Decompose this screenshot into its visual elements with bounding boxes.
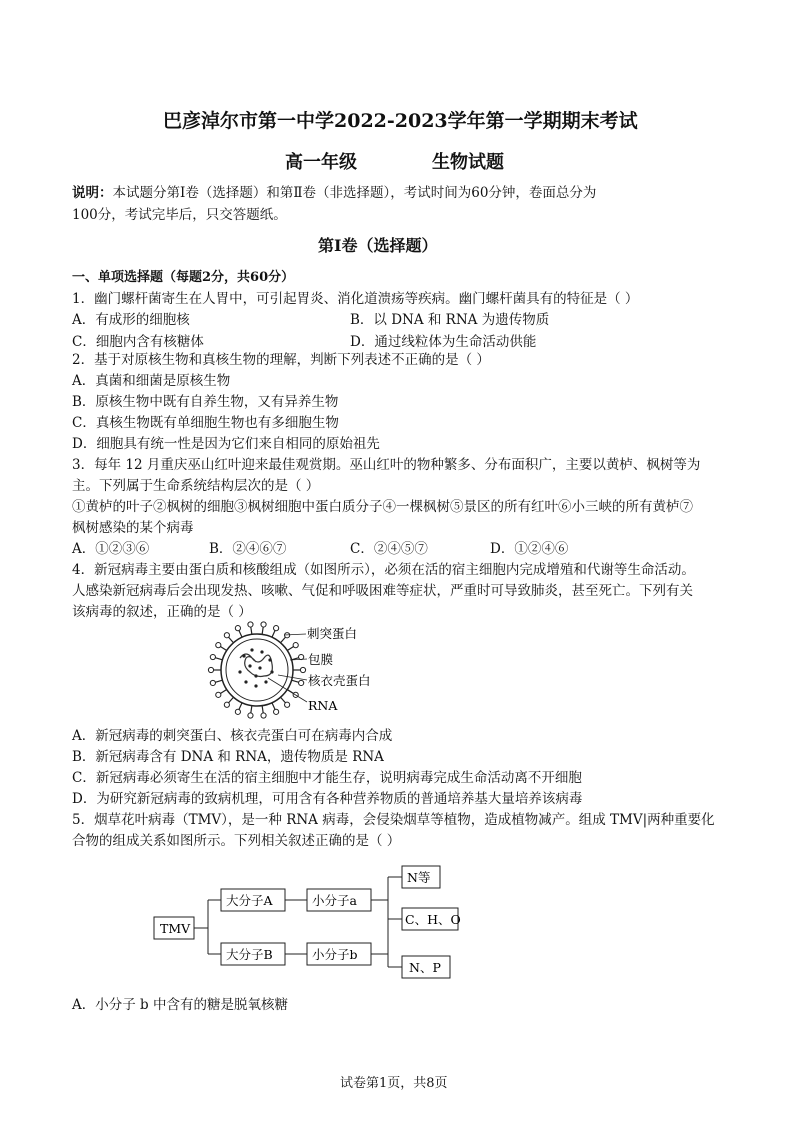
q4-option-c: C．新冠病毒必须寄生在活的宿主细胞中才能生存，说明病毒完成生命活动离不开细胞 <box>72 770 582 786</box>
instructions-text: 本试题分第Ⅰ卷（选择题）和第Ⅱ卷（非选择题），考试时间为60分钟，卷面总分为 <box>112 185 597 201</box>
capsid-dot <box>242 654 245 657</box>
label-rna: RNA <box>308 698 338 713</box>
spike-stalk <box>251 626 252 634</box>
q1-option-a: A．有成形的细胞核 <box>72 312 190 328</box>
spike-stalk <box>281 637 286 643</box>
capsid-dot <box>244 680 247 683</box>
spike-head <box>274 709 279 714</box>
capsid-dot <box>250 648 253 651</box>
spike-head <box>261 622 266 627</box>
q2-option-b: B．原核生物中既有自养生物，又有异养生物 <box>72 394 339 410</box>
spike-stalk <box>228 637 233 643</box>
spike-head <box>235 709 240 714</box>
spike-head <box>208 667 213 672</box>
spike-head <box>224 702 229 707</box>
part1-title: 第Ⅰ卷（选择题） <box>318 236 438 255</box>
spike-stalk <box>262 626 263 634</box>
spike-head <box>299 680 304 685</box>
instructions-label: 说明： <box>72 185 113 201</box>
spike-stalk <box>215 680 223 682</box>
subject-label: 生物试题 <box>432 152 504 173</box>
q4-stem-line1: 4．新冠病毒主要由蛋白质和核酸组成（如图所示），必须在活的宿主细胞内完成增殖和代谢等生命活动。 <box>72 562 695 578</box>
spike-head <box>300 667 305 672</box>
text-tmv: TMV <box>160 921 191 936</box>
spike-proteins <box>208 622 305 718</box>
text-small-b: 小分子b <box>312 947 358 962</box>
capsid-dot <box>264 680 267 683</box>
instructions-line2: 100分，考试完毕后，只交答题纸。 <box>72 207 287 223</box>
spike-head <box>235 626 240 631</box>
q1-option-c: C．细胞内含有核糖体 <box>72 334 204 350</box>
capsid-dot <box>258 666 261 669</box>
spike-stalk <box>239 703 242 710</box>
rna-strand <box>240 654 272 677</box>
section-heading: 一、单项选择题（每题2分，共60分） <box>72 270 295 285</box>
text-n: N等 <box>407 870 431 885</box>
spike-head <box>216 692 221 697</box>
spike-stalk <box>281 697 286 703</box>
text-small-a: 小分子a <box>312 893 357 908</box>
tmv-composition-diagram <box>150 860 470 985</box>
q4-stem-line2: 人感染新冠病毒后会出现发热、咳嗽、气促和呼吸困难等症状，严重时可导致肺炎，甚至死亡。下列有关 <box>72 583 693 599</box>
spike-stalk <box>228 697 233 703</box>
q4-option-a: A．新冠病毒的刺突蛋白、核衣壳蛋白可在病毒内合成 <box>72 728 393 744</box>
spike-head <box>210 680 215 685</box>
capsid-dot <box>254 674 257 677</box>
capsid-dot <box>268 658 271 661</box>
q5-option-a: A．小分子 b 中含有的糖是脱氧核糖 <box>72 997 288 1013</box>
grade-label: 高一年级 <box>285 152 357 173</box>
spike-stalk <box>251 706 252 714</box>
q3-stem-line2: 主。下列属于生命系统结构层次的是（ ） <box>72 478 320 494</box>
page-footer: 试卷第1页，共8页 <box>340 1076 448 1091</box>
instructions <box>72 181 596 201</box>
label-nucleocapsid: 核衣壳蛋白 <box>308 673 371 688</box>
text-macro-b: 大分子B <box>226 947 273 962</box>
spike-head <box>210 654 215 659</box>
q5-stem-line1: 5．烟草花叶病毒（TMV），是一种 RNA 病毒，会侵染烟草等植物，造成植物减产。组成 TMV|两种重要化 <box>72 812 715 828</box>
spike-stalk <box>287 646 294 650</box>
spike-stalk <box>272 630 275 637</box>
label-envelope: 包膜 <box>308 652 334 667</box>
q1-option-b: B．以 DNA 和 RNA 为遗传物质 <box>350 312 550 328</box>
envelope-inner <box>226 639 288 701</box>
capsid-dot <box>238 670 241 673</box>
spike-stalk <box>215 658 223 660</box>
spike-head <box>293 643 298 648</box>
exam-title: 巴彦淖尔市第一中学2022-2023学年第一学期期末考试 <box>163 110 638 132</box>
capsid-dot <box>254 684 257 687</box>
spike-head <box>285 702 290 707</box>
q1-stem: 1．幽门螺杆菌寄生在人胃中，可引起胃炎、消化道溃疡等疾病。幽门螺杆菌具有的特征是（ ） <box>72 291 639 307</box>
capsid-dot <box>270 670 273 673</box>
q3-option-b: B．②④⑥⑦ <box>209 541 287 557</box>
q3-stem-line1: 3．每年 12 月重庆巫山红叶迎来最佳观赏期。巫山红叶的物种繁多、分布面积广，主要以黄栌、枫树等为 <box>72 457 701 473</box>
q2-option-a: A．真菌和细菌是原核生物 <box>72 373 231 389</box>
label-spike-protein: 刺突蛋白 <box>307 626 358 641</box>
spike-stalk <box>239 630 242 637</box>
q3-option-a: A．①②③⑥ <box>72 541 150 557</box>
q3-option-d: D．①②④⑥ <box>490 541 569 557</box>
spike-head <box>261 713 266 718</box>
envelope-outer <box>221 634 293 706</box>
q2-stem: 2．基于对原核生物和真核生物的理解，判断下列表述不正确的是（ ） <box>72 352 490 368</box>
spike-stalk <box>272 703 275 710</box>
spike-stalk <box>220 646 227 650</box>
spike-head <box>224 633 229 638</box>
spike-head <box>274 626 279 631</box>
q3-option-c: C．②④⑤⑦ <box>350 541 428 557</box>
q1-option-d: D．通过线粒体为生命活动供能 <box>350 334 537 350</box>
capsid-dot <box>248 664 251 667</box>
capsid-dot <box>260 650 263 653</box>
q4-option-d: D．为研究新冠病毒的致病机理，可用含有各种营养物质的普通培养基大量培养该病毒 <box>72 791 583 807</box>
q2-option-d: D．细胞具有统一性是因为它们来自相同的原始祖先 <box>72 436 380 452</box>
q5-stem-line2: 合物的组成关系如图所示。下列相关叙述正确的是（ ） <box>72 833 401 849</box>
q2-option-c: C．真核生物既有单细胞生物也有多细胞生物 <box>72 415 339 431</box>
text-macro-a: 大分子A <box>226 893 273 908</box>
virus-diagram <box>200 620 390 720</box>
q3-items-line1: ①黄栌的叶子②枫树的细胞③枫树细胞中蛋白质分子④一棵枫树⑤景区的所有红叶⑥小三峡的所有黄栌⑦ <box>72 499 693 515</box>
text-cho: C、H、O <box>405 912 461 927</box>
text-np: N、P <box>409 960 441 975</box>
q3-items-line2: 枫树感染的某个病毒 <box>72 520 194 536</box>
q4-stem-line3: 该病毒的叙述，正确的是（ ） <box>72 604 252 620</box>
spike-stalk <box>220 689 227 693</box>
spike-head <box>248 622 253 627</box>
spike-head <box>248 713 253 718</box>
spike-stalk <box>292 680 300 682</box>
spike-head <box>216 643 221 648</box>
spike-stalk <box>262 706 263 714</box>
q4-option-b: B．新冠病毒含有 DNA 和 RNA，遗传物质是 RNA <box>72 749 384 765</box>
